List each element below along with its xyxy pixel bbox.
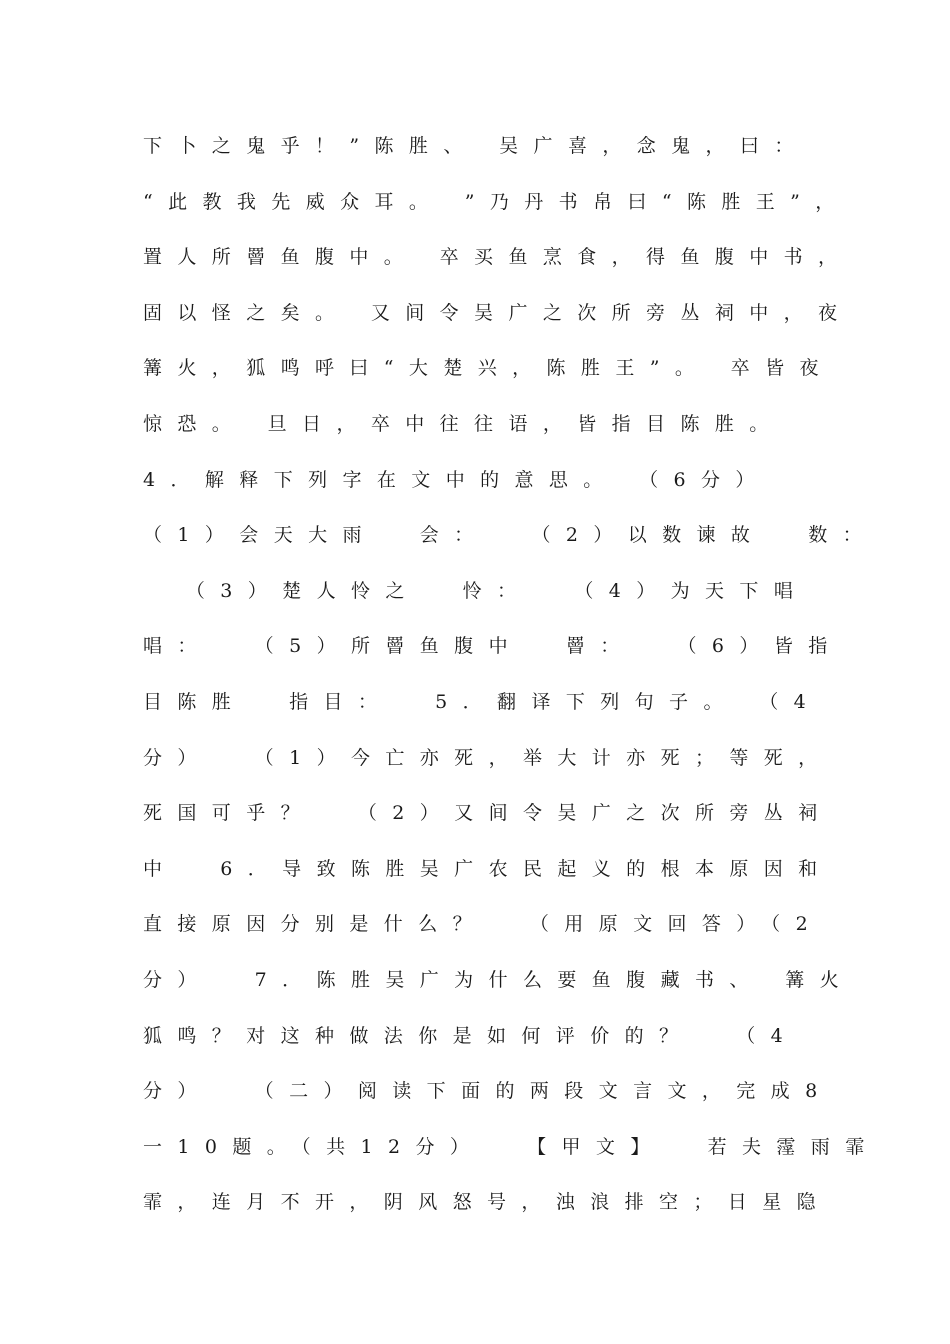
- question-line: 直接原因分别是什么？ （用原文回答）（2: [143, 913, 824, 936]
- text-line: 篝火，狐鸣呼曰“大楚兴，陈胜王”。 卒皆夜: [143, 357, 834, 380]
- text-line: 下卜之鬼乎！”陈胜、 吴广喜，念鬼，曰：: [143, 135, 809, 157]
- question-line: （1）会天大雨 会： （2）以数谏故 数：: [143, 524, 878, 547]
- question-line: 4．解释下列字在文中的意思。 （6分）: [143, 468, 770, 491]
- text-line: 霏，连月不开，阴风怒号，浊浪排空；日星隐: [143, 1191, 832, 1214]
- text-line: 惊恐。 旦日，卒中往往语，皆指目陈胜。: [143, 412, 784, 435]
- question-line: 分） 7．陈胜吴广为什么要鱼腹藏书、 篝火: [143, 968, 855, 991]
- document-text-body: [0, 128, 950, 1240]
- question-line: 一10题。（共12分） 【甲文】 若夫霪雨霏: [143, 1135, 880, 1158]
- text-line: 置人所罾鱼腹中。 卒买鱼烹食，得鱼腹中书，: [143, 246, 853, 269]
- question-line: 死国可乎？ （2）又间令吴广之次所旁丛祠: [143, 802, 833, 825]
- question-line: 分） （二）阅读下面的两段文言文，完成8: [143, 1080, 833, 1103]
- question-line: 分） （1）今亡亦死，举大计亦死；等死，: [143, 746, 833, 769]
- text-line: “此教我先威众耳。 ”乃丹书帛曰“陈胜王”，: [143, 190, 850, 213]
- question-line: （3）楚人怜之 怜： （4）为天下唱: [143, 579, 809, 602]
- text-line: 固以怪之矣。 又间令吴广之次所旁丛祠中，夜: [143, 301, 853, 324]
- question-line: 狐鸣？对这种做法你是如何评价的？ （4: [143, 1024, 799, 1047]
- question-line: 唱： （5）所罾鱼腹中 罾： （6）皆指: [143, 635, 843, 658]
- question-line: 目陈胜 指目： 5．翻译下列句子。 （4: [143, 690, 822, 713]
- question-line: 中 6．导致陈胜吴广农民起义的根本原因和: [143, 857, 833, 880]
